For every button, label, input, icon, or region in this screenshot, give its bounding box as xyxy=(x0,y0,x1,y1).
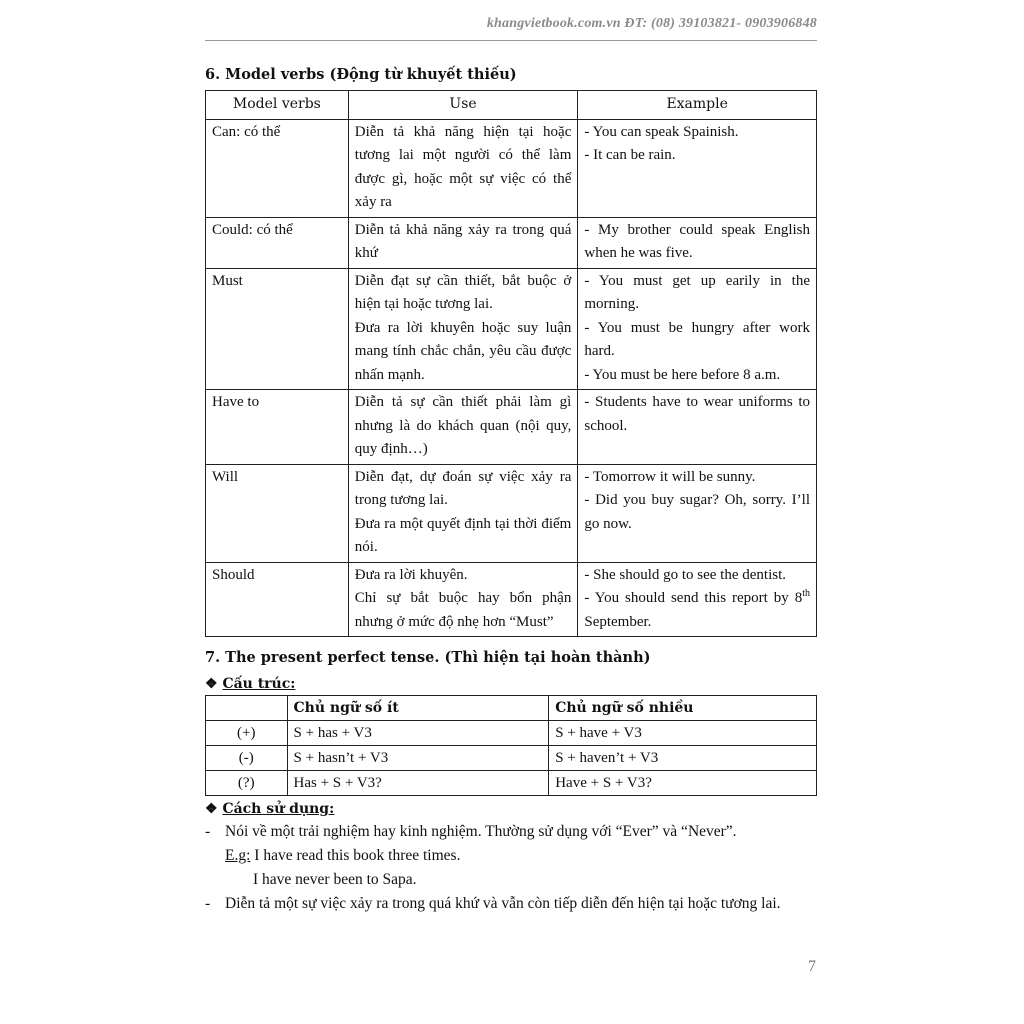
use-text: Chỉ sự bắt buộc hay bổn phận nhưng ở mức độ nhẹ hơn “Must” xyxy=(354,590,572,630)
use-cell xyxy=(348,217,578,268)
table-header-row xyxy=(206,696,817,721)
use-text: Diễn tả khả năng hiện tại hoặc tương lai một người có thể làm được gì, hoặc một sự việc có thể xảy ra xyxy=(354,123,572,210)
usage-heading xyxy=(205,798,817,820)
use-text: Diễn tả khả năng xảy ra trong quá khứ xyxy=(354,221,572,261)
use-text: Diễn đạt sự cần thiết, bắt buộc ở hiện tại hoặc tương lai. xyxy=(354,272,572,312)
table-row xyxy=(206,268,817,390)
example-cell xyxy=(578,464,817,562)
verb-cell: Should xyxy=(206,562,349,637)
verb-cell: Can: có thể xyxy=(206,119,349,217)
diamond-bullet-icon: ❖ xyxy=(205,801,218,817)
use-text: Diễn đạt, dự đoán sự việc xảy ra trong tương lai. xyxy=(354,468,572,508)
diamond-bullet-icon: ❖ xyxy=(205,676,218,692)
example-text: - Did you buy sugar? Oh, sorry. I’ll go now. xyxy=(584,492,810,532)
example-text-part: September. xyxy=(584,613,652,630)
example-sentence: I have read this book three times. xyxy=(250,847,461,864)
use-text: Đưa ra lời khuyên. xyxy=(354,566,468,583)
use-cell xyxy=(348,562,578,637)
example-cell xyxy=(578,217,817,268)
verb-cell: Have to xyxy=(206,390,349,465)
column-header: Use xyxy=(348,91,578,120)
example-line xyxy=(205,844,817,868)
singular-cell: S + has + V3 xyxy=(287,721,549,746)
example-text-part: - You should send this report by 8 xyxy=(584,590,803,606)
example-text: - It can be rain. xyxy=(584,147,676,163)
column-header: Example xyxy=(578,91,817,120)
column-header xyxy=(206,696,288,721)
table-header-row xyxy=(206,91,817,120)
usage-text: Diễn tả một sự việc xảy ra trong quá khứ và vẫn còn tiếp diễn đến hiện tại hoặc tương lai. xyxy=(225,895,781,912)
use-cell xyxy=(348,268,578,390)
sign-cell: (+) xyxy=(206,721,288,746)
use-text: Đưa ra một quyết định tại thời điểm nói. xyxy=(354,515,572,555)
verb-cell: Will xyxy=(206,464,349,562)
example-text: - My brother could speak English when he was five. xyxy=(584,221,810,261)
singular-cell: Has + S + V3? xyxy=(287,771,549,796)
example-text: - You must be hungry after work hard. xyxy=(584,319,810,359)
plural-cell: S + have + V3 xyxy=(549,721,817,746)
page-number: 7 xyxy=(808,958,816,975)
use-text: Đưa ra lời khuyên hoặc suy luận mang tính chắc chắn, yêu cầu được nhấn mạnh. xyxy=(354,319,572,383)
table-row xyxy=(206,721,817,746)
table-row xyxy=(206,746,817,771)
table-row xyxy=(206,390,817,465)
example-label: E.g: xyxy=(225,847,251,864)
usage-text: Nói về một trải nghiệm hay kinh nghiệm. Thường sử dụng với “Ever” và “Never”. xyxy=(225,823,737,840)
column-header: Chủ ngữ số nhiều xyxy=(549,696,817,721)
dash-bullet: - xyxy=(205,823,211,840)
example-text: - You can speak Spainish. xyxy=(584,123,739,140)
usage-label: Cách sử dụng: xyxy=(222,801,335,817)
example-cell xyxy=(578,268,817,390)
example-cell xyxy=(578,390,817,465)
sign-cell: (?) xyxy=(206,771,288,796)
column-header: Chủ ngữ số ít xyxy=(287,696,549,721)
example-sentence: I have never been to Sapa. xyxy=(253,871,417,888)
structure-label: Cấu trúc: xyxy=(222,676,296,692)
usage-list xyxy=(205,820,817,916)
model-verbs-table xyxy=(205,90,817,637)
column-header: Model verbs xyxy=(206,91,349,120)
example-cell xyxy=(578,562,817,637)
table-row xyxy=(206,771,817,796)
example-text: - She should go to see the dentist. xyxy=(584,566,787,583)
section-7-title: 7. The present perfect tense. (Thì hiện tại hoàn thành) xyxy=(205,649,651,666)
verb-cell: Must xyxy=(206,268,349,390)
example-text: - Tomorrow it will be sunny. xyxy=(584,468,756,485)
use-text: Diễn tả sự cần thiết phải làm gì nhưng là do khách quan (nội quy, quy định…) xyxy=(354,394,572,457)
page-content xyxy=(205,64,817,916)
ordinal-superscript: th xyxy=(802,588,810,599)
usage-item xyxy=(205,892,817,916)
example-text: - You must get up earily in the morning. xyxy=(584,272,810,312)
table-row xyxy=(206,562,817,637)
sign-cell: (-) xyxy=(206,746,288,771)
verb-cell: Could: có thể xyxy=(206,217,349,268)
header-divider xyxy=(205,40,817,41)
example-line xyxy=(205,868,817,892)
structure-heading xyxy=(205,673,817,695)
use-cell xyxy=(348,390,578,465)
present-perfect-table xyxy=(205,695,817,796)
table-row xyxy=(206,217,817,268)
example-text xyxy=(584,587,810,634)
plural-cell: Have + S + V3? xyxy=(549,771,817,796)
example-text: - You must be here before 8 a.m. xyxy=(584,366,781,383)
page-header: khangvietbook.com.vn ĐT: (08) 39103821- 0903906848 xyxy=(486,16,817,31)
example-text: - Students have to wear uniforms to school. xyxy=(584,394,810,434)
singular-cell: S + hasn’t + V3 xyxy=(287,746,549,771)
usage-item xyxy=(205,820,817,844)
table-row xyxy=(206,464,817,562)
example-cell xyxy=(578,119,817,217)
use-cell xyxy=(348,119,578,217)
dash-bullet: - xyxy=(205,895,211,912)
plural-cell: S + haven’t + V3 xyxy=(549,746,817,771)
use-cell xyxy=(348,464,578,562)
table-row xyxy=(206,119,817,217)
section-6-title: 6. Model verbs (Động từ khuyết thiếu) xyxy=(205,66,517,83)
